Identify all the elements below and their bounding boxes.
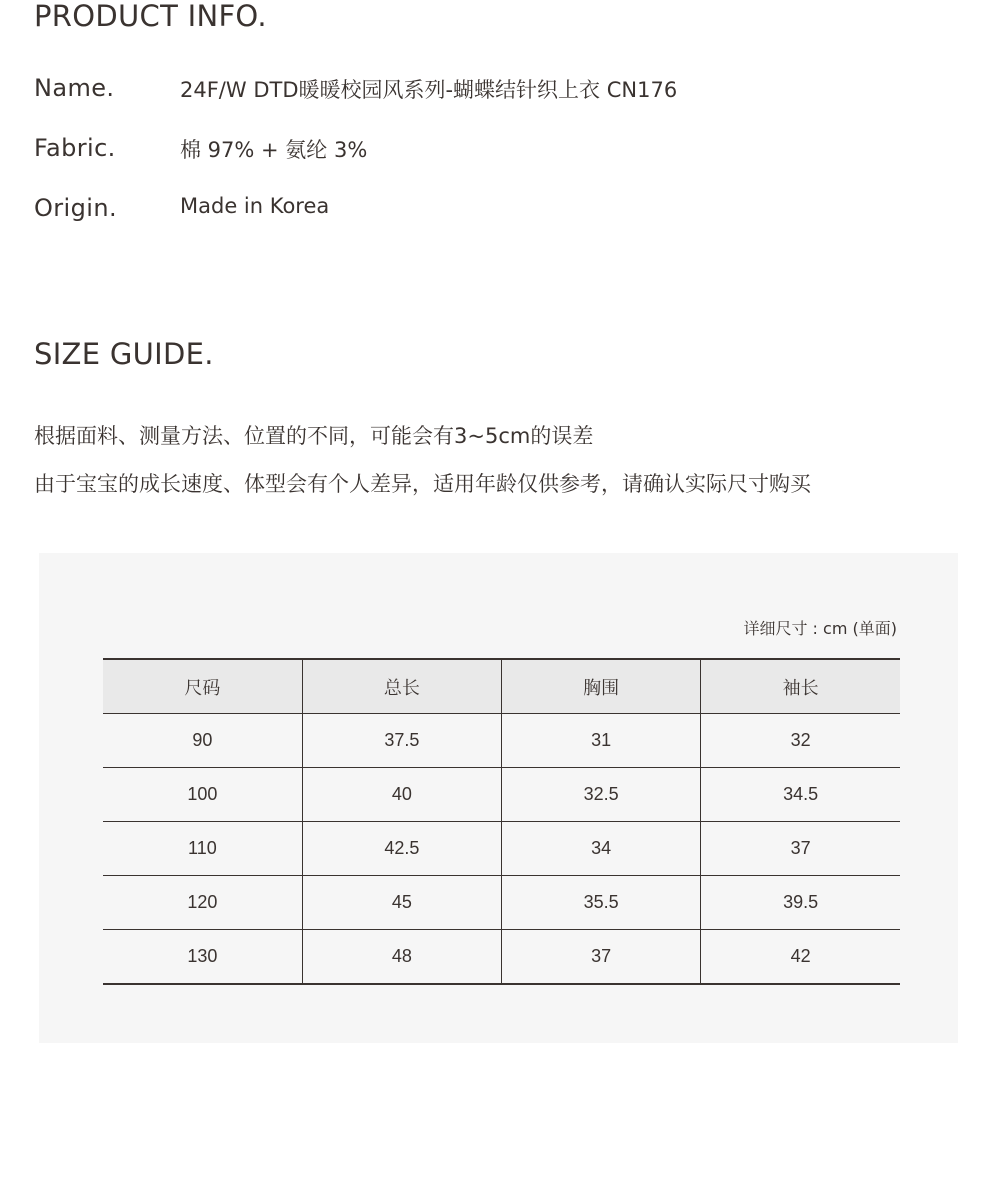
- info-row-fabric: [34, 134, 934, 170]
- table-row: [103, 876, 900, 930]
- table-row: [103, 822, 900, 876]
- cell-sleeve: 39.5: [783, 892, 819, 912]
- cell-size: 90: [103, 714, 302, 768]
- size-note-2: 由于宝宝的成长速度、体型会有个人差异，适用年龄仅供参考，请确认实际尺寸购买: [34, 472, 811, 496]
- cell-length: 37.5: [302, 714, 501, 768]
- cell-chest: 34: [502, 822, 701, 876]
- column-header-length: 总长: [302, 659, 501, 714]
- cell-chest: 31: [502, 714, 701, 768]
- table-row: [103, 768, 900, 822]
- info-row-origin: [34, 194, 934, 230]
- column-header-size: 尺码: [103, 659, 302, 714]
- cell-chest: 35.5: [502, 876, 701, 930]
- cell-length: 42.5: [302, 822, 501, 876]
- cell-size: 100: [103, 768, 302, 822]
- fabric-value: 棉 97% + 氨纶 3%: [180, 138, 368, 162]
- cell-length: 48: [302, 930, 501, 985]
- product-info-heading: PRODUCT INFO.: [34, 0, 267, 33]
- name-label: Name.: [34, 74, 115, 102]
- cell-sleeve: 37: [790, 838, 811, 858]
- cell-sleeve: 32: [790, 730, 811, 750]
- cell-length: 45: [302, 876, 501, 930]
- column-header-chest: 胸围: [502, 659, 701, 714]
- table-row: [103, 714, 900, 768]
- cell-size: 120: [103, 876, 302, 930]
- origin-label: Origin.: [34, 194, 117, 222]
- table-row: [103, 930, 900, 985]
- size-table: [103, 658, 900, 985]
- cell-chest: 32.5: [502, 768, 701, 822]
- column-header-sleeve: 袖长: [701, 659, 900, 714]
- unit-label: 详细尺寸 : cm (单面): [743, 619, 897, 638]
- fabric-label: Fabric.: [34, 134, 116, 162]
- cell-sleeve: 42: [790, 946, 811, 966]
- cell-size: 130: [103, 930, 302, 985]
- cell-length: 40: [302, 768, 501, 822]
- cell-size: 110: [103, 822, 302, 876]
- origin-value: Made in Korea: [180, 194, 330, 218]
- size-table-panel: [39, 553, 958, 1043]
- cell-chest: 37: [502, 930, 701, 985]
- size-guide-heading: SIZE GUIDE.: [34, 337, 214, 371]
- cell-sleeve: 34.5: [783, 784, 819, 804]
- size-note-1: 根据面料、测量方法、位置的不同，可能会有3~5cm的误差: [34, 424, 594, 448]
- name-value: 24F/W DTD暖暖校园风系列-蝴蝶结针织上衣 CN176: [180, 78, 678, 102]
- info-row-name: [34, 74, 934, 110]
- size-table-header-row: [103, 659, 900, 714]
